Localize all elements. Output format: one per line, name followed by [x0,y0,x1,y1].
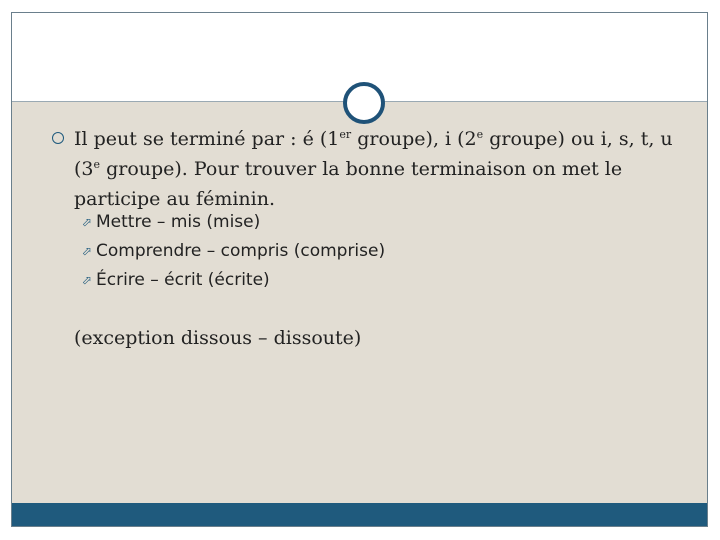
superscript: e [93,158,101,171]
superscript: e [476,128,484,141]
sub-bullet-list [78,207,638,294]
main-bullet-text [74,124,684,214]
arrow-bullet-icon: ⇨ [78,241,96,260]
superscript: er [339,128,352,141]
main-text-part: groupe) ou i, s, t, u (3 [74,128,673,180]
ring-ornament-icon [343,82,385,124]
sub-bullet-item [78,207,638,236]
sub-bullet-label: Mettre – mis (mise) [96,211,261,232]
sub-bullet-item [78,236,638,265]
main-text-part: Il peut se terminé par : é (1 [74,128,340,150]
sub-bullet-label: Écrire – écrit (écrite) [96,269,270,290]
main-text-part: groupe), i (2 [351,128,477,150]
sub-bullet-item [78,265,638,294]
exception-note: (exception dissous – dissoute) [74,327,362,349]
circle-bullet-icon [52,132,64,144]
main-text-part: groupe). Pour trouver la bonne terminaison on met le participe au féminin. [74,158,623,210]
arrow-bullet-icon: ⇨ [78,270,96,289]
footer-bar [12,503,707,526]
arrow-bullet-icon: ⇨ [78,212,96,231]
sub-bullet-label: Comprendre – compris (comprise) [96,240,386,261]
